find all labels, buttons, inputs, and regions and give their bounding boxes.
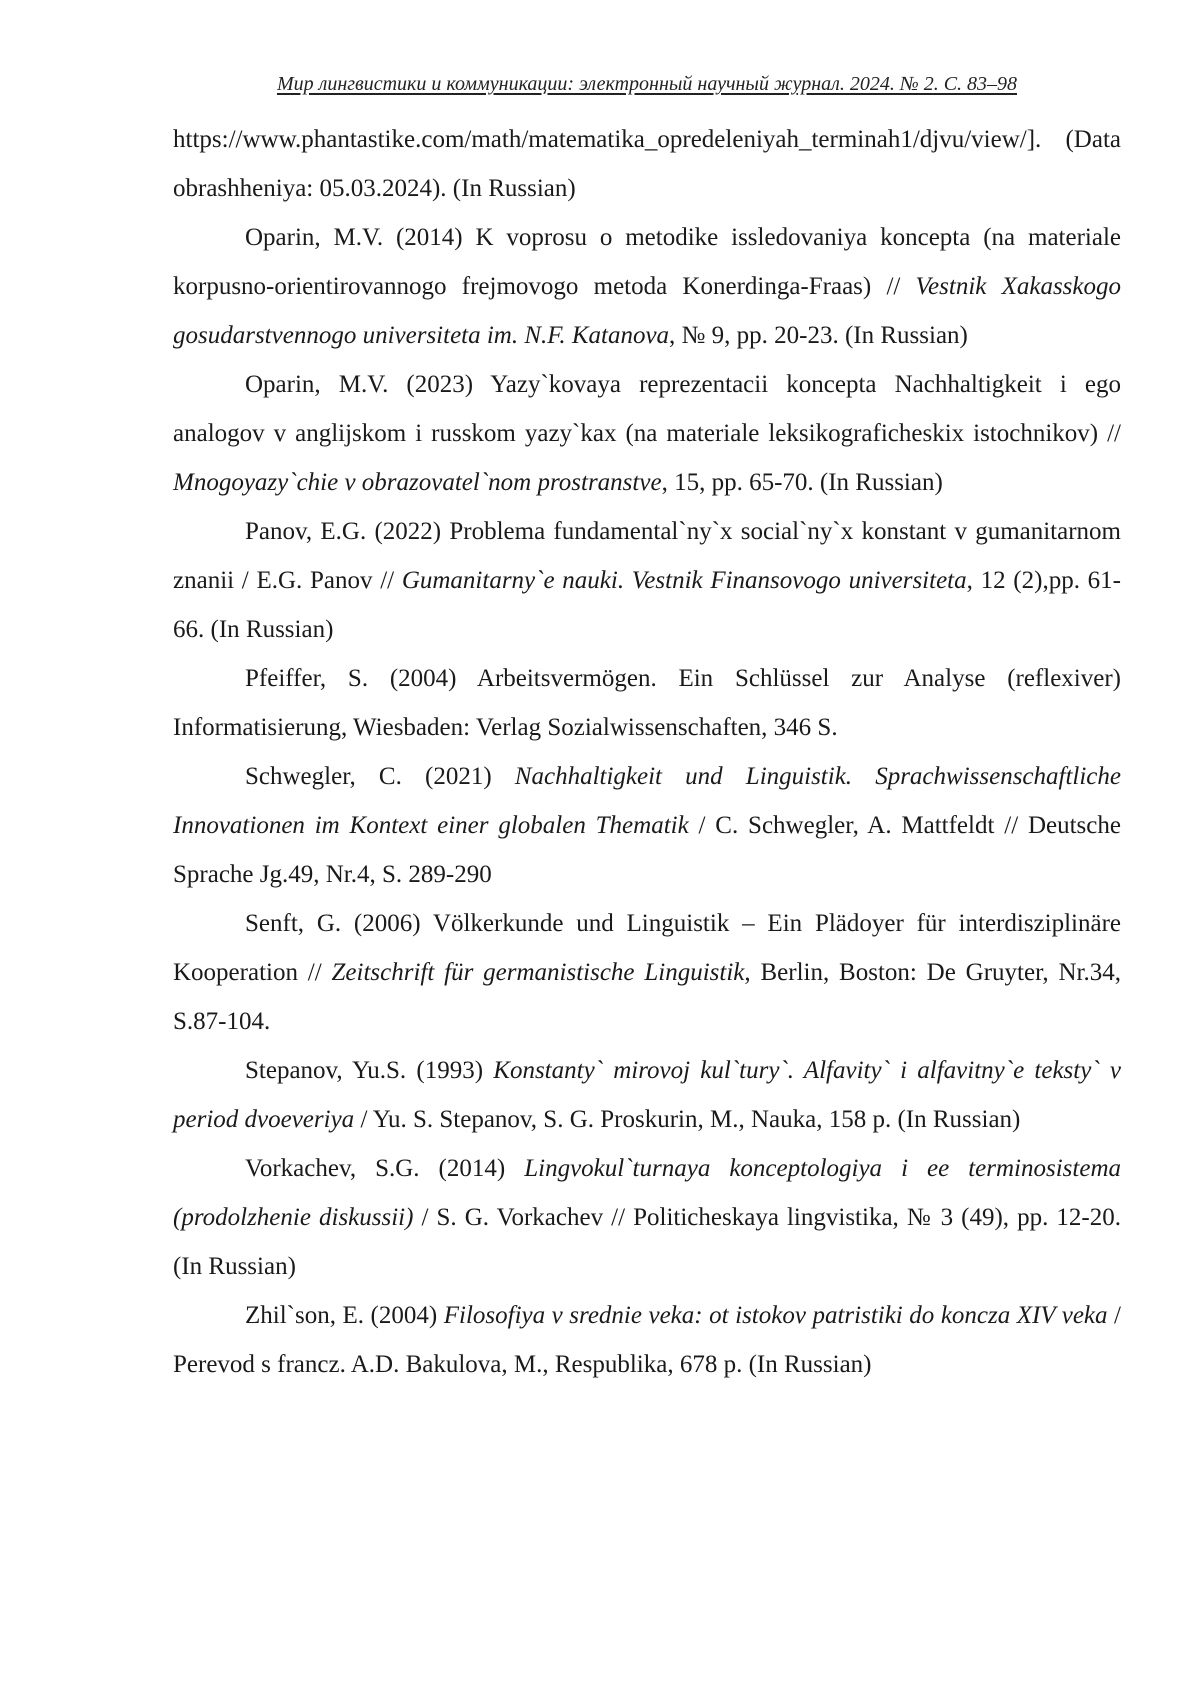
reference-text: / S. G. Vorkachev // Politicheskaya lingvistika, № 3 (49), pp. 12-20. (In Russian) [173,1204,1121,1280]
reference-text: Senft, G. (2006) Völkerkunde und Linguistik – Ein Plädoyer für interdisziplinäre Kooperation // [173,910,1121,986]
reference-text: Oparin, M.V. (2014) K voprosu o metodike issledovaniya koncepta (na materiale korpusno-orientirovannogo frejmovogo metoda Konerdinga-Fraas) // [173,224,1121,300]
reference-text: Vorkachev, S.G. (2014) [245,1155,524,1182]
reference-text: / C. Schwegler, A. Mattfeldt // Deutsche Sprache Jg.49, Nr.4, S. 289-290 [173,812,1121,888]
page [0,0,1200,1697]
reference-text: Stepanov, Yu.S. (1993) [245,1057,493,1084]
reference-title-italic: Lingvokul`turnaya konceptologiya i ee terminosistema (prodolzhenie diskussii) [173,1155,1121,1231]
reference-text: , 15, pp. 65-70. (In Russian) [662,469,943,496]
reference-text: / Yu. S. Stepanov, S. G. Proskurin, M., Nauka, 158 p. (In Russian) [354,1106,1020,1133]
reference-title-italic: Konstanty` mirovoj kul`tury`. Alfavity` i alfavitny`e teksty` v period dvoeveriya [173,1057,1121,1133]
reference-source-italic: Zeitschrift für germanistische Linguistik [332,959,745,986]
reference-entry [173,1046,1121,1144]
running-header: Мир лингвистики и коммуникации: электронный научный журнал. 2024. № 2. С. 83–98 [173,70,1121,98]
reference-source-italic: Mnogoyazy`chie v obrazovatel`nom prostranstve [173,469,662,496]
reference-entry-continuation [173,115,1121,213]
reference-entry [173,507,1121,654]
reference-text: , 12 (2),pp. 61-66. (In Russian) [173,567,1121,643]
reference-title-italic: Nachhaltigkeit und Linguistik. Sprachwissenschaftliche Innovationen im Kontext einer globalen Thematik [173,763,1121,839]
reference-source-italic: Gumanitarny`e nauki. Vestnik Finansovogo universiteta [402,567,967,594]
reference-list [173,115,1121,1389]
reference-text: Zhil`son, E. (2004) [245,1302,444,1329]
reference-text: https://www.phantastike.com/math/matematika_opredeleniyah_terminah1/djvu/view/]. (Data obrashheniya: 05.03.2024). (In Russian) [173,126,1121,202]
reference-text: Pfeiffer, S. (2004) Arbeitsvermögen. Ein Schlüssel zur Analyse (reflexiver) Informatisierung, Wiesbaden: Verlag Sozialwissenschaften, 346 S. [173,665,1121,741]
reference-entry [173,654,1121,752]
reference-text: / Perevod s francz. A.D. Bakulova, M., Respublika, 678 p. (In Russian) [173,1302,1121,1378]
reference-entry [173,1291,1121,1389]
reference-entry [173,360,1121,507]
reference-title-italic: Filosofiya v srednie veka: ot istokov patristiki do koncza XIV veka [444,1302,1108,1329]
reference-entry [173,1144,1121,1291]
reference-text: Schwegler, C. (2021) [245,763,515,790]
reference-text: Panov, E.G. (2022) Problema fundamental`ny`x social`ny`x konstant v gumanitarnom znanii / E.G. Panov // [173,518,1121,594]
reference-text: , Berlin, Boston: De Gruyter, Nr.34, S.87-104. [173,959,1121,1035]
reference-entry [173,899,1121,1046]
reference-entry [173,752,1121,899]
reference-source-italic: Vestnik Xakasskogo gosudarstvennogo universiteta im. N.F. Katanova [173,273,1121,349]
reference-text: , № 9, pp. 20-23. (In Russian) [669,322,968,349]
reference-entry [173,213,1121,360]
reference-text: Oparin, M.V. (2023) Yazy`kovaya reprezentacii koncepta Nachhaltigkeit i ego analogov v anglijskom i russkom yazy`kax (na materiale leksikograficheskix istochnikov) // [173,371,1121,447]
